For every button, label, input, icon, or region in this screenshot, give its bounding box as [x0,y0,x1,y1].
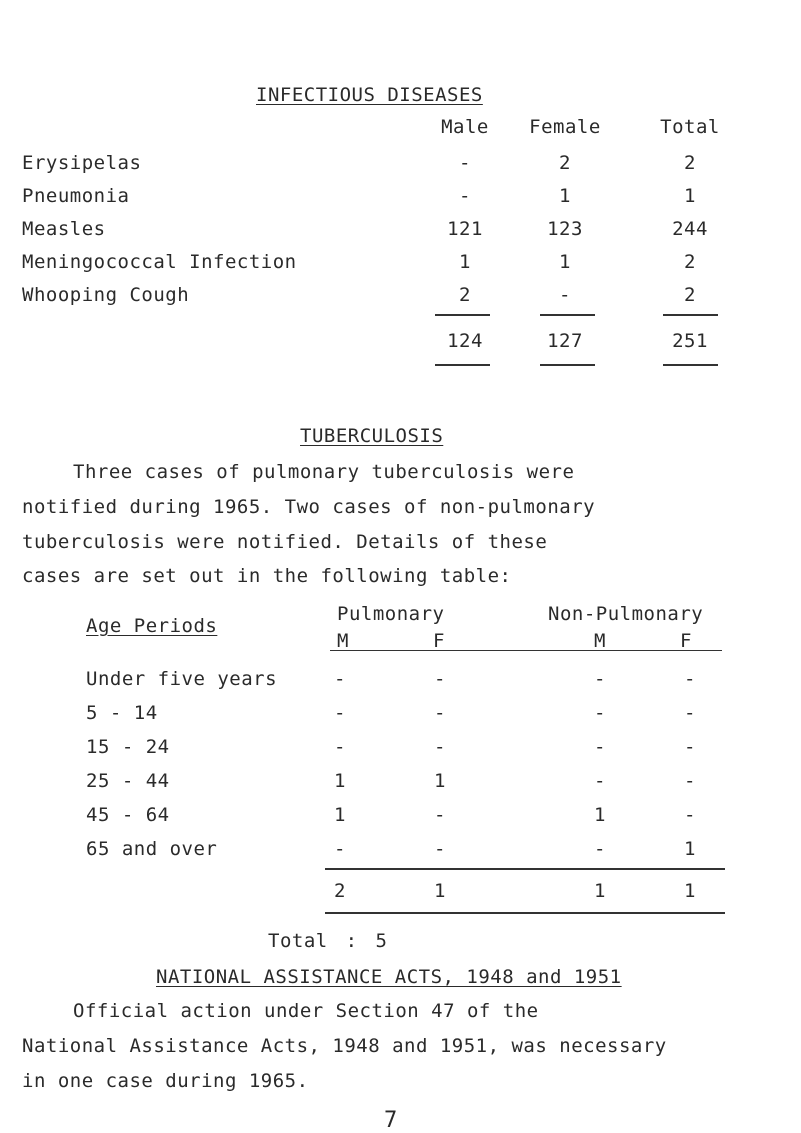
pulmonary-f-header: F [433,630,445,652]
non-pulmonary-m-value: - [594,702,606,724]
national-paragraph-line: in one case during 1965. [22,1070,309,1092]
pulmonary-m-value: - [334,736,346,758]
total-value: 2 [684,152,696,174]
pulmonary-m-value: - [334,838,346,860]
age-label: 5 - 14 [86,702,158,724]
national-paragraph-line: National Assistance Acts, 1948 and 1951, was necessary [22,1035,667,1057]
pulmonary-m-value: 1 [334,770,346,792]
total-rule [325,912,725,914]
pulmonary-f-value: - [434,838,446,860]
pulmonary-m-value: 1 [334,804,346,826]
tb-grand-total: Total : 5 [268,930,388,952]
male-value: - [459,152,471,174]
non-pulmonary-f-header: F [680,630,692,652]
tuberculosis-title: TUBERCULOSIS [300,425,444,447]
non-pulmonary-m-value: - [594,736,606,758]
female-value: - [559,284,571,306]
female-value: 123 [547,218,583,240]
national-title: NATIONAL ASSISTANCE ACTS, 1948 and 1951 [156,966,622,988]
header-rule [330,650,722,651]
page-number: 7 [384,1108,398,1133]
total-value: 1 [684,185,696,207]
female-value: 2 [559,152,571,174]
non-pulmonary-f-value: - [684,770,696,792]
grand-total: 251 [672,330,708,352]
disease-name: Whooping Cough [22,284,190,306]
tb-paragraph-line: notified during 1965. Two cases of non-pulmonary [22,496,596,518]
total-rule [663,364,718,366]
total-rule [435,364,490,366]
tb-paragraph-line: tuberculosis were notified. Details of these [22,531,548,553]
age-label: 65 and over [86,838,218,860]
non-pulmonary-m-value: - [594,668,606,690]
male-value: 1 [459,251,471,273]
infectious-title: INFECTIOUS DISEASES [256,84,483,106]
male-total: 124 [447,330,483,352]
total-rule [540,314,595,316]
total-value: 244 [672,218,708,240]
age-label: 15 - 24 [86,736,170,758]
total-rule [663,314,718,316]
age-label: 45 - 64 [86,804,170,826]
total-rule [540,364,595,366]
tb-paragraph-line: cases are set out in the following table: [22,565,512,587]
pulmonary-m-total: 2 [334,880,346,902]
pulmonary-m-value: - [334,702,346,724]
disease-name: Measles [22,218,106,240]
male-value: - [459,185,471,207]
total-value: 2 [684,284,696,306]
header-total: Total [660,116,720,138]
non-pulmonary-f-value: - [684,702,696,724]
non-pulmonary-f-value: - [684,804,696,826]
male-value: 121 [447,218,483,240]
disease-name: Meningococcal Infection [22,251,297,273]
non-pulmonary-f-value: - [684,736,696,758]
pulmonary-m-value: - [334,668,346,690]
pulmonary-m-header: M [337,630,349,652]
non-pulmonary-m-value: 1 [594,804,606,826]
pulmonary-f-total: 1 [434,880,446,902]
pulmonary-f-value: - [434,702,446,724]
pulmonary-f-value: - [434,668,446,690]
female-value: 1 [559,251,571,273]
total-rule [435,314,490,316]
non-pulmonary-m-value: - [594,770,606,792]
age-periods-header: Age Periods [86,615,218,637]
non-pulmonary-m-value: - [594,838,606,860]
female-value: 1 [559,185,571,207]
header-female: Female [529,116,601,138]
non-pulmonary-f-value: - [684,668,696,690]
pulmonary-f-value: - [434,736,446,758]
non-pulmonary-f-value: 1 [684,838,696,860]
pulmonary-header: Pulmonary [337,603,445,625]
disease-name: Pneumonia [22,185,130,207]
non-pulmonary-f-total: 1 [684,880,696,902]
tb-paragraph-line: Three cases of pulmonary tuberculosis were [73,461,575,483]
total-value: 2 [684,251,696,273]
non-pulmonary-m-total: 1 [594,880,606,902]
non-pulmonary-m-header: M [594,630,606,652]
header-male: Male [441,116,489,138]
non-pulmonary-header: Non-Pulmonary [548,603,704,625]
disease-name: Erysipelas [22,152,142,174]
male-value: 2 [459,284,471,306]
age-label: 25 - 44 [86,770,170,792]
age-label: Under five years [86,668,278,690]
pulmonary-f-value: - [434,804,446,826]
female-total: 127 [547,330,583,352]
pulmonary-f-value: 1 [434,770,446,792]
national-paragraph-line: Official action under Section 47 of the [73,1000,539,1022]
total-rule [325,868,725,870]
